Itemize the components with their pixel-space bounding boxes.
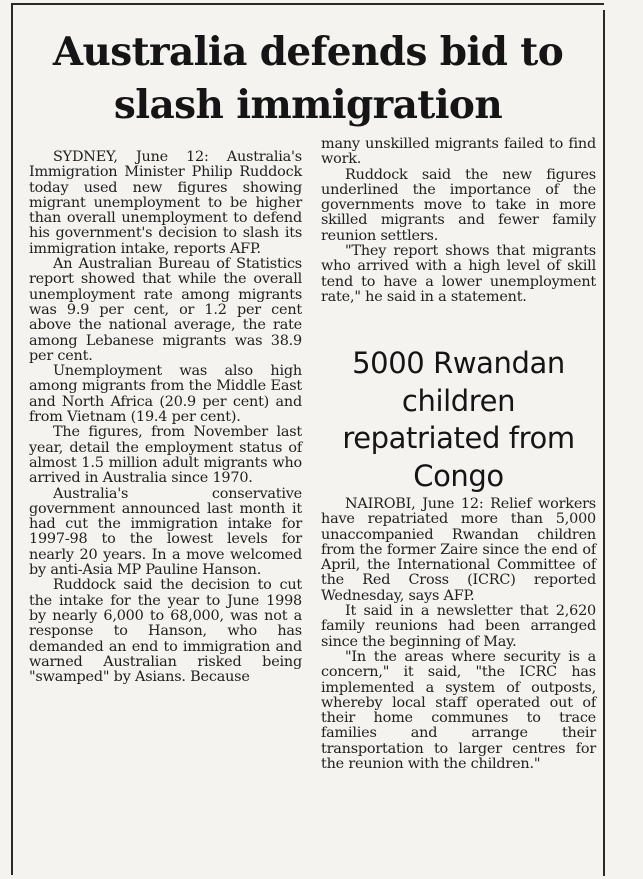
article-paragraph: It said in a newsletter that 2,620 family reunions had been arranged since the beginning of May. — [321, 603, 596, 650]
article-paragraph: "In the areas where security is a concern," it said, "the ICRC has implemented a system of outposts, whereby local staff operated out of their home communes to trace families and arrange their transportation to larger centres for the reunion with the children." — [321, 648, 596, 773]
article-paragraph: Australia's conservative government announced last month it had cut the immigration intake for 1997-98 to the lowest levels for nearly 20 years. In a move welcomed by anti-Asia MP Pauline Hanson. — [29, 485, 302, 579]
article-paragraph: Unemployment was also high among migrants from the Middle East and North Africa (20.9 per cent) and from Vietnam (19.4 per cent). — [29, 363, 302, 426]
left-border-rule — [11, 3, 13, 875]
article-paragraph: An Australian Bureau of Statistics report showed that while the overall unemployment rate among migrants was 9.9 per cent, or 1.2 per cent above the national average, the rate among Lebanese migrants was 38.9 per cent. — [29, 256, 302, 364]
article-paragraph: Ruddock said the new figures underlined the importance of the governments move to take in more skilled migrants and fewer family reunion settlers. — [321, 166, 596, 244]
article-paragraph: SYDNEY, June 12: Australia's Immigration Minister Philip Ruddock today used new figures showing migrant unemployment to be higher than overall unemployment to defend his government's decision to slash its immigration intake, reports AFP. — [29, 149, 302, 257]
top-border-rule — [12, 3, 604, 5]
second-article-body — [321, 497, 596, 772]
article-body-column-left — [29, 150, 302, 685]
article-paragraph: "They report shows that migrants who arrived with a high level of skill tend to have a lower unemployment rate," he said in a statement. — [321, 243, 596, 305]
article-paragraph: NAIROBI, June 12: Relief workers have repatriated more than 5,000 unaccompanied Rwandan children from the former Zaire since the end of April, the International Committee of the Red Cross (ICRC) reported Wednesday, says AFP. — [321, 496, 596, 604]
article-paragraph: Ruddock said the decision to cut the intake for the year to June 1998 by nearly 6,000 to 68,000, was not a response to Hanson, who has demanded an end to immigration and warned Australian risked being "swamped" by Asians. Because — [29, 577, 302, 686]
article-paragraph-continued: many unskilled migrants failed to find work. — [321, 136, 596, 168]
column-divider-rule — [603, 10, 605, 876]
article-headline: Australia defends bid to slash immigration — [52, 29, 564, 128]
article-paragraph: The figures, from November last year, detail the employment status of almost 1.5 million adult migrants who arrived in Australia since 1970. — [29, 424, 302, 487]
article-body-column-right — [321, 137, 596, 305]
second-article-headline: 5000 Rwandan children repatriated from Congo — [342, 346, 575, 493]
